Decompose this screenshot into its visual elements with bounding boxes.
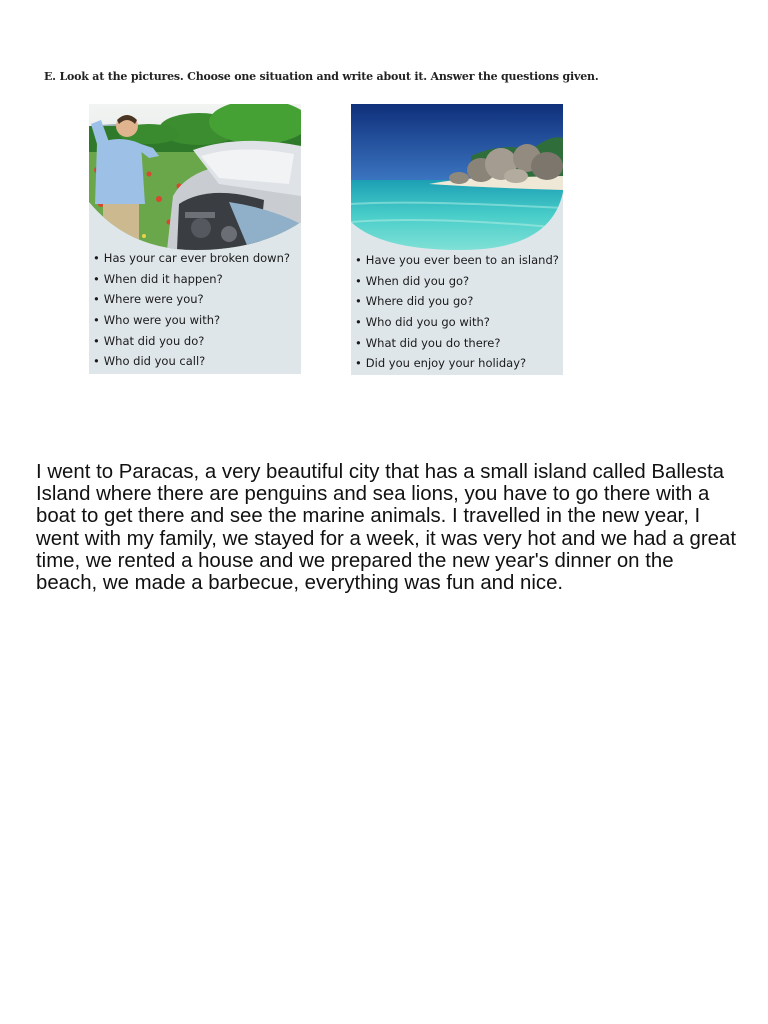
island-card [351, 104, 563, 375]
list-item: • Have you ever been to an island? [355, 250, 559, 271]
student-essay-text: I went to Paracas, a very beautiful city that has a small island called Ballesta Island where there are penguins and sea lions, you have to go there with a boat to get there and see the marine animals. I travelled in the new year, I went with my family, we stayed for a week, it was very hot and we had a great time, we rented a house and we prepared the new year's dinner on the beach, we made a barbecue, everything was fun and nice. [36, 461, 737, 595]
list-item: • Who did you go with? [355, 312, 559, 333]
list-item: • When did you go? [355, 271, 559, 292]
list-item: • Did you enjoy your holiday? [355, 353, 559, 374]
car-questions-list [93, 248, 290, 372]
car-breakdown-card [89, 104, 301, 374]
exercise-instruction: E. Look at the pictures. Choose one situation and write about it. Answer the questions given. [44, 70, 599, 83]
list-item: • What did you do? [93, 331, 290, 352]
man-with-broken-car-image [89, 104, 301, 250]
list-item: • Where did you go? [355, 291, 559, 312]
list-item: • Who did you call? [93, 351, 290, 372]
list-item: • Has your car ever broken down? [93, 248, 290, 269]
list-item: • When did it happen? [93, 269, 290, 290]
island-questions-list [355, 250, 559, 374]
list-item: • What did you do there? [355, 333, 559, 354]
list-item: • Where were you? [93, 289, 290, 310]
list-item: • Who were you with? [93, 310, 290, 331]
tropical-island-image [351, 104, 563, 250]
